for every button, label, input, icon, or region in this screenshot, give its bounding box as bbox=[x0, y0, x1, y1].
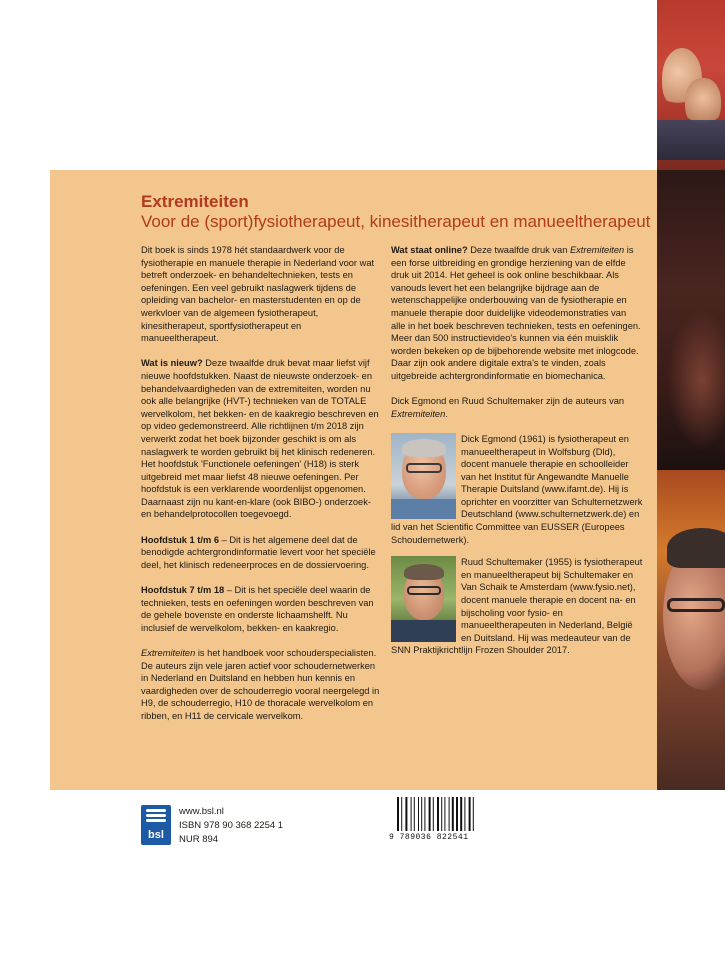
online-lead: Wat staat online? bbox=[391, 245, 468, 255]
barcode-digits: 9 789036 822541 bbox=[389, 833, 469, 842]
barcode-bar bbox=[411, 797, 412, 831]
barcode-bar bbox=[456, 797, 458, 831]
online-body-b: is een forse uitbreiding en grondige herziening van de elfde druk uit 2014. Het geheel is ook online beschikbaar. Als vanouds levert het een belangrijke bijdrage aan de wetenschappelijke onderbouwing van de fysiotherapie en manuele therapie door duidelijke videodemonstraties van alle in het boek beschreven technieken, tests en oefeningen. Meer dan 500 instructievideo's kunnen via één muisklik worden bekeken op de bijbehorende website met inlogcode. Daar zijn ook andere digitale extra's te vinden, zoals uitgebreide achtergrondinformatie en biomechanica. bbox=[391, 245, 641, 381]
authors-intro-italic: Extremiteiten bbox=[391, 408, 446, 419]
photo-shadow bbox=[667, 310, 725, 450]
cover-heading bbox=[141, 192, 651, 232]
barcode-bars bbox=[389, 797, 513, 833]
cover-photo-bottom bbox=[657, 470, 725, 790]
cover-photo-strip bbox=[657, 0, 725, 790]
author-schultemaker-bio: Ruud Schultemaker (1955) is fysiotherapeut en manueeltherapeut bij Schultemaker en Van Schaik te Amsterdam (www.fysio.net), docent manuele therapie en docent na- en bijscholing voor fysio- en manueeltherapeuten in Nederland, België en Duitsland. Hij was medeauteur van de SNN Praktijkrichtlijn Frozen Shoulder 2017. bbox=[391, 557, 643, 656]
online-italic: Extremiteiten bbox=[569, 245, 625, 255]
barcode-bar bbox=[429, 797, 431, 831]
shoulder-body: is het handboek voor schouderspecialisten. De auteurs zijn vele jaren actief voor schoudernetwerken in Nederland en Duitsland en hebben hun kennis en vaardigheden over de schouderregio vooral neergelegd in H9, de schouderregio, H10 de thoracale wervelkolom en ribben, en H11 de cervicale wervelkom. bbox=[141, 648, 380, 721]
chapters-1-6-body: – Dit is het algemene deel dat de benodigde achtergrondinformatie levert voor het speciële deel, het klinisch redeneerproces en de dossiervoering. bbox=[141, 534, 376, 570]
whats-new-lead: Wat is nieuw? bbox=[141, 358, 203, 369]
barcode-bar bbox=[441, 797, 442, 831]
barcode-bar bbox=[464, 797, 465, 831]
left-text-column bbox=[141, 244, 381, 735]
author-egmond-bio: Dick Egmond (1961) is fysiotherapeut en manueeltherapeut in Wolfsburg (Dld), docent manuele therapie en schoolleider van het Institut für Angewandte Manuelle Therapie Duitsland (www.ifamt.de). Hij is oprichter en voorzitter van Schulternetzwerk Deutschland (www.schulternetzwerk.de) en lid van het Scientific Committee van EUSSER (Europees Schoudernetwerk). bbox=[391, 433, 643, 545]
shoulder-lead: Extremiteiten bbox=[141, 648, 196, 658]
barcode-bar bbox=[421, 797, 422, 831]
barcode-bar bbox=[418, 797, 419, 831]
barcode-bar bbox=[414, 797, 415, 831]
barcode-bar bbox=[397, 797, 399, 831]
whats-new-body: Deze twaalfde druk bevat maar liefst vijf nieuwe hoofdstukken. Naast de nieuwste onderzoek- en behandelvaardigheden van de extremiteiten, worden nu ook alle belangrijke (HVT-) technieken van de TOTALE wervelkolom, het bekken- en de kaakregio beschreven en op video gedemonstreerd. Alle richtlijnen t/m 2018 zijn verwerkt zodat het boek bijzonder geschikt is om als naslagwerk te worden gebruikt bij het klinisch redeneren. Het hoofdstuk 'Functionele oefeningen' (H18) is sterk uitgebreid met maar liefst 48 nieuwe oefeningen. Per hoofdstuk is een verklarende woordenlijst opgenomen. Daarnaast zijn nu kant-en-klare (ook BIBO-) onderzoek- en behandelprotocollen toegevoegd. bbox=[141, 358, 379, 520]
barcode-bar bbox=[452, 797, 454, 831]
shoulder-paragraph bbox=[141, 647, 381, 723]
whats-new-paragraph bbox=[141, 357, 381, 521]
authors-intro-a: Dick Egmond en Ruud Schultemaker zijn de auteurs van bbox=[391, 396, 625, 407]
authors-intro bbox=[391, 395, 643, 420]
barcode-bar bbox=[405, 797, 407, 831]
publisher-website: www.bsl.nl bbox=[179, 806, 224, 817]
barcode-bar bbox=[449, 797, 450, 831]
bsl-logo-text: bsl bbox=[148, 829, 164, 841]
nur-code: NUR 894 bbox=[179, 834, 219, 845]
isbn-number: ISBN 978 90 368 2254 1 bbox=[179, 820, 284, 831]
chapters-7-18-paragraph bbox=[141, 584, 381, 634]
photo-hair bbox=[667, 528, 725, 568]
barcode-bar bbox=[444, 797, 445, 831]
cover-photo-middle bbox=[657, 170, 725, 470]
barcode-bar bbox=[437, 797, 439, 831]
author-schultemaker bbox=[391, 556, 643, 657]
photo-glasses bbox=[667, 598, 725, 612]
author-egmond bbox=[391, 433, 643, 546]
barcode-bar bbox=[460, 797, 462, 831]
cover-photo-top bbox=[657, 0, 725, 170]
online-body-a: Deze twaalfde druk van bbox=[467, 245, 570, 255]
author-schultemaker-photo bbox=[391, 556, 456, 642]
author-egmond-photo bbox=[391, 433, 456, 519]
online-paragraph bbox=[391, 244, 643, 383]
photo-clothing bbox=[657, 120, 725, 160]
isbn-barcode bbox=[389, 797, 513, 847]
chapters-1-6-paragraph bbox=[141, 534, 381, 572]
barcode-bar bbox=[433, 797, 434, 831]
barcode-bar bbox=[401, 797, 402, 831]
intro-paragraph: Dit boek is sinds 1978 hét standaardwerk voor de fysiotherapie en manuele therapie in Nederland voor wat betreft onderzoek- en behandeltechnieken, tests en oefeningen. Een veel gebruikt naslagwerk tijdens de opleiding van bachelor- en masterstudenten en op de werkvloer van de algemeen fysiotherapeut, kinesitherapeut, sportfysiotherapeut en manueeltherapeut. bbox=[141, 245, 375, 344]
barcode-bar bbox=[424, 797, 425, 831]
book-subtitle: Voor de (sport)fysiotherapeut, kinesitherapeut en manueeltherapeut bbox=[141, 212, 651, 231]
bsl-logo bbox=[141, 805, 171, 845]
right-text-column bbox=[391, 244, 643, 667]
book-title: Extremiteiten bbox=[141, 192, 249, 211]
barcode-bar bbox=[469, 797, 471, 831]
bsl-wave-icon bbox=[146, 809, 166, 827]
barcode-bar bbox=[473, 797, 474, 831]
chapters-1-6-lead: Hoofdstuk 1 t/m 6 bbox=[141, 534, 219, 545]
publisher-info bbox=[179, 805, 283, 847]
chapters-7-18-lead: Hoofdstuk 7 t/m 18 bbox=[141, 585, 225, 596]
authors-intro-b: . bbox=[445, 408, 448, 419]
chapters-7-18-body: – Dit is het speciële deel waarin de technieken, tests en oefeningen worden beschreven van de gehele bovenste en onderste lichaamshelft. Nu inclusief de wervelkolom, bekken- en kaakregio. bbox=[141, 585, 374, 633]
